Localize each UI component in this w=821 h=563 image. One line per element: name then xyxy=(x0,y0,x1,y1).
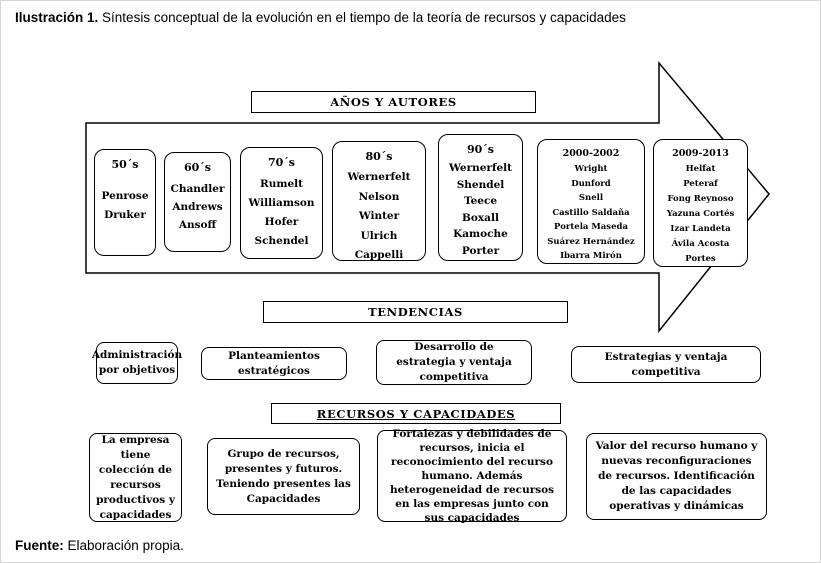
decade-period: 90´s xyxy=(466,143,494,156)
author-name: Rumelt xyxy=(260,178,303,190)
author-name: Portela Maseda xyxy=(554,222,628,232)
author-name: Ansoff xyxy=(178,219,217,231)
decade-period: 80´s xyxy=(365,150,393,163)
author-name: Castillo Saldaña xyxy=(552,207,630,218)
source-label: Fuente: xyxy=(15,538,64,553)
author-name: Andrews xyxy=(172,201,223,213)
author-name: Teece xyxy=(463,195,498,207)
decade-period: 70´s xyxy=(267,156,295,169)
author-name: Porter xyxy=(461,244,500,257)
trend-box-estrategias: Estrategias y ventaja competitiva xyxy=(571,346,761,383)
author-name: Shendel xyxy=(456,178,505,191)
author-name: Portes xyxy=(685,254,716,264)
author-name: Penrose xyxy=(101,190,149,202)
author-name: Snell xyxy=(578,193,604,203)
caption-label: Ilustración 1. xyxy=(15,10,99,25)
author-name: Kamoche xyxy=(453,228,508,240)
resources-header: RECURSOS Y CAPACIDADES xyxy=(271,403,561,424)
authors-list xyxy=(165,180,230,234)
author-name: Nelson xyxy=(358,190,400,203)
decade-box-2000-2002 xyxy=(537,139,645,264)
author-name: Schendel xyxy=(254,235,309,247)
author-name: Druker xyxy=(104,209,146,221)
authors-list xyxy=(654,162,747,267)
author-name: Wright xyxy=(574,164,608,174)
author-name: Ibarra Mirón xyxy=(560,251,622,261)
author-name: Ávila Acosta xyxy=(671,239,730,249)
author-name: Ulrich xyxy=(360,229,398,242)
author-name: Boxall xyxy=(462,211,499,224)
authors-list xyxy=(95,187,155,225)
decade-box-50s xyxy=(94,149,156,256)
decade-box-70s xyxy=(240,147,323,259)
years-authors-header: AÑOS Y AUTORES xyxy=(251,91,536,113)
author-name: Fong Reynoso xyxy=(667,194,734,204)
resource-box-grupo: Grupo de recursos, presentes y futuros. Teniendo presentes las Capacidades xyxy=(207,438,360,515)
decade-box-2009-2013 xyxy=(653,139,748,267)
authors-list xyxy=(241,175,322,251)
decade-period: 2009-2013 xyxy=(672,148,729,159)
author-name: Izar Landeta xyxy=(670,224,731,234)
author-name: Williamson xyxy=(248,197,315,209)
resource-box-fortalezas: Fortalezas y debilidades de recursos, inicia el reconocimiento del recurso humano. Además heterogeneidad de recursos en las empresas junto con sus capacidades xyxy=(377,430,567,522)
decade-box-60s xyxy=(164,152,231,252)
decade-period: 2000-2002 xyxy=(562,148,620,159)
trends-header: TENDENCIAS xyxy=(263,301,568,323)
author-name: Cappelli xyxy=(354,249,404,261)
resource-box-empresa: La empresa tiene colección de recursos productivos y capacidades xyxy=(89,433,182,522)
author-name: Suárez Hernández xyxy=(547,236,635,247)
author-name: Chandler xyxy=(170,183,225,195)
author-name: Helfat xyxy=(685,164,716,174)
authors-list xyxy=(439,160,522,259)
trend-box-desarrollo: Desarrollo de estrategia y ventaja competitiva xyxy=(376,340,532,385)
author-name: Hofer xyxy=(264,216,299,228)
author-name: Wernerfelt xyxy=(347,171,411,183)
caption-text: Síntesis conceptual de la evolución en el tiempo de la teoría de recursos y capacidades xyxy=(102,10,626,25)
trend-box-planteamientos: Planteamientos estratégicos xyxy=(201,347,347,380)
decade-period: 50´s xyxy=(111,158,139,171)
author-name: Yazuna Cortés xyxy=(666,209,735,219)
author-name: Winter xyxy=(358,210,400,222)
resource-box-valor: Valor del recurso humano y nuevas reconfiguraciones de recursos. Identificación de las capacidades operativas y dinámicas xyxy=(586,433,767,520)
author-name: Wernerfelt xyxy=(448,162,513,174)
author-name: Peteraf xyxy=(683,179,718,189)
authors-list xyxy=(538,162,644,264)
trend-box-administracion: Administración por objetivos xyxy=(96,342,178,384)
decade-box-80s xyxy=(332,141,426,261)
author-name: Dunford xyxy=(571,178,611,189)
decade-period: 60´s xyxy=(183,161,211,174)
source-text: Elaboración propia. xyxy=(67,538,184,553)
source-note xyxy=(15,538,184,553)
decade-box-90s xyxy=(438,134,523,261)
authors-list xyxy=(333,168,425,266)
